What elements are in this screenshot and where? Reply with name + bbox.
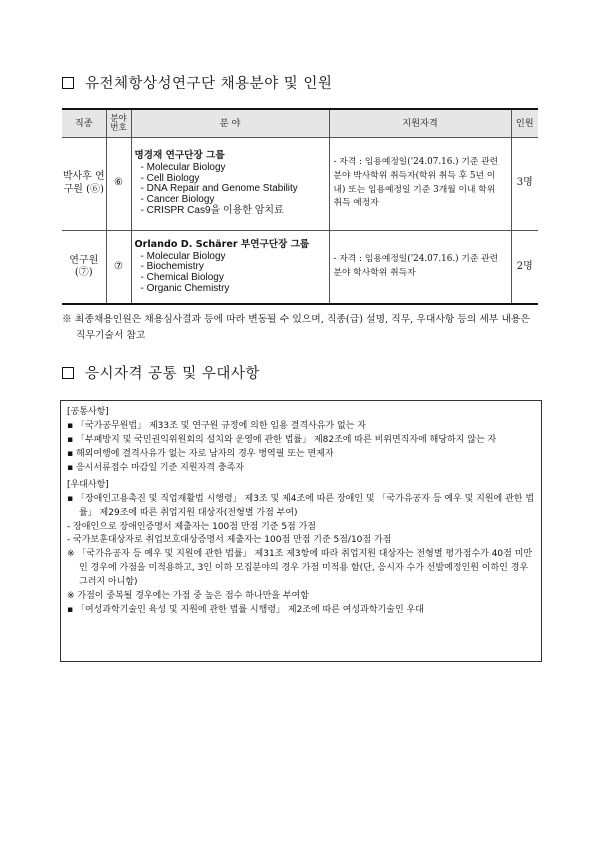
common-title: [공통사항]	[67, 407, 109, 417]
count-cell: 3명	[511, 137, 538, 230]
field-number-cell: ⑥	[106, 137, 131, 230]
header-rank: 직종	[62, 109, 106, 137]
field-item: - DNA Repair and Genome Stability	[140, 183, 298, 195]
list-item: ▪ 「국가공무원법」 제33조 및 연구원 규정에 의한 임용 결격사유가 없는 자	[67, 420, 366, 431]
list-item: - 장애인으로 장애인증명서 제출자는 100점 만점 기준 5점 가점	[67, 521, 317, 532]
count-cell: 2명	[511, 230, 538, 304]
table-header-row	[62, 109, 538, 137]
rank-cell: 연구원 (⑦)	[62, 230, 106, 304]
list-item: ▪ 응시서류접수 마감일 기준 지원자격 충족자	[67, 462, 244, 473]
field-item: - CRISPR Cas9을 이용한 암치료	[140, 205, 284, 217]
list-item: ▪ 「부패방지 및 국민권익위원회의 설치와 운영에 관한 법률」 제82조에 따른 비위면직자에 해당하지 않는 자	[67, 434, 497, 445]
field-item: - Organic Chemistry	[140, 282, 230, 294]
list-item: - 국가보훈대상자로 취업보호대상증명서 제출자는 100점 만점 기준 5점/10점 가점	[67, 535, 392, 546]
header-qualification: 지원자격	[329, 109, 511, 137]
square-bullet-icon	[62, 77, 74, 89]
field-item: - Cancer Biology	[140, 194, 215, 206]
header-count: 인원	[511, 109, 538, 137]
recruitment-note: ※ 최종채용인원은 채용심사결과 등에 따라 변동될 수 있으며, 직종(급) 설명, 직무, 우대사항 등의 세부 내용은 직무기술서 참고	[62, 314, 530, 341]
field-item: - Molecular Biology	[140, 250, 226, 262]
field-number-cell: ⑦	[106, 230, 131, 304]
field-item: - Molecular Biology	[140, 161, 226, 173]
qualification-box	[60, 400, 542, 662]
qualification-cell: - 자격 : 임용예정일('24.07.16.) 기준 관련 분야 박사학위 취득자(학위 취득 후 5년 이내) 또는 임용예정일 기준 3개월 이내 학위 취득 예정자	[329, 137, 511, 230]
section-heading-positions	[62, 72, 332, 93]
square-bullet-icon	[62, 367, 74, 379]
field-cell	[131, 230, 329, 304]
preference-title: [우대사항]	[67, 479, 109, 490]
section-title: 응시자격 공통 및 우대사항	[85, 366, 260, 382]
rank-cell: 박사후 연구원 (⑥)	[62, 137, 106, 230]
section-heading-qualifications	[62, 362, 260, 383]
header-field-number: 분야 번호	[106, 109, 131, 137]
positions-table	[62, 108, 538, 305]
group-name: 명경재 연구단장 그룹	[134, 150, 225, 162]
list-item: ▪ 「장애인고용촉진 및 직업재활법 시행령」 제3조 및 제4조에 따른 장애인 및 「국가유공자 등 예우 및 지원에 관한 법률」 제29조에 따른 취업지원 대상자(전형별 가점 부여)	[67, 493, 535, 518]
list-item: ▪ 해외여행에 결격사유가 없는 자로 남자의 경우 병역필 또는 면제자	[67, 448, 334, 459]
list-item: ※ 가점이 중복될 경우에는 가점 중 높은 점수 하나만을 부여함	[67, 591, 309, 602]
field-item: - Cell Biology	[140, 172, 200, 184]
section-title: 유전체항상성연구단 채용분야 및 인원	[85, 76, 333, 92]
field-item: - Biochemistry	[140, 261, 204, 273]
table-row	[62, 137, 538, 230]
qualification-cell: - 자격 : 임용예정일('24.07.16.) 기준 관련 분야 학사학위 취득자	[329, 230, 511, 304]
group-name: Orlando D. Schärer 부연구단장 그룹	[134, 238, 310, 250]
field-cell	[131, 137, 329, 230]
header-field: 분 야	[131, 109, 329, 137]
list-item: ※ 「국가유공자 등 예우 및 지원에 관한 법률」 제31조 제3항에 따라 취업지원 대상자는 전형별 평가점수가 40점 미만인 경우에 가점을 미적용하고, 3인 이하 모집분야의 경우 가점 미적용 함(단, 응시자 수가 선발예정인원 이하인 경우 그러지 아니함)	[67, 549, 533, 588]
field-item: - Chemical Biology	[140, 272, 224, 284]
table-row	[62, 230, 538, 304]
list-item: ▪ 「여성과학기술인 육성 및 지원에 관한 법률 시행령」 제2조에 따른 여성과학기술인 우대	[67, 605, 424, 616]
